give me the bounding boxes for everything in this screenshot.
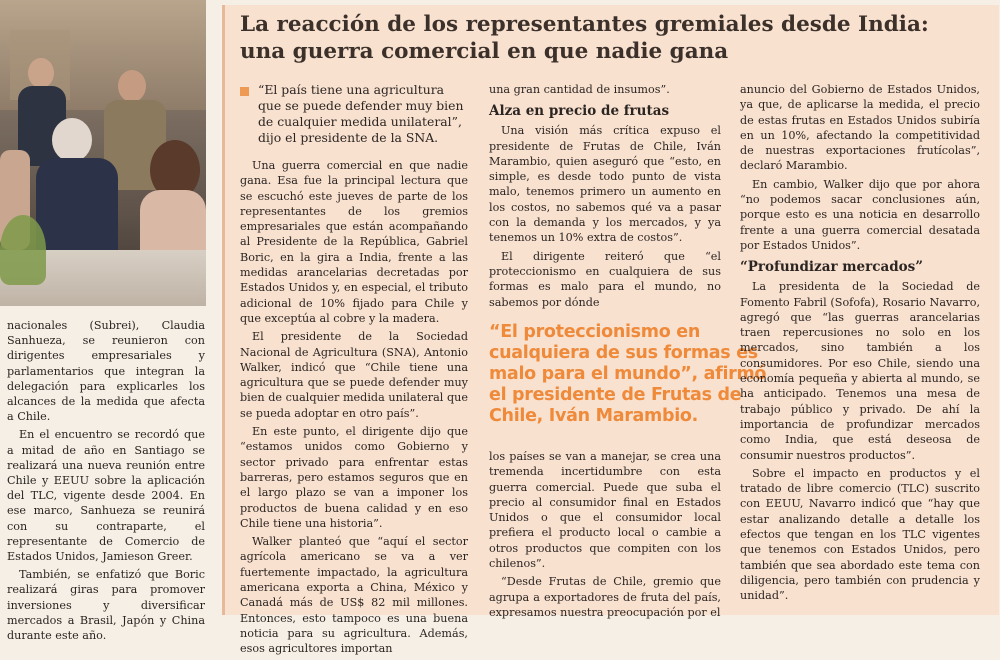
article-column-2 <box>489 82 721 313</box>
left-paragraph: También, se enfatizó que Boric realizará giras para promover inversiones y diversificar mercados a Brasil, Japón y China durante este año. <box>7 568 205 643</box>
meeting-photo <box>0 0 206 306</box>
article-paragraph: La presidenta de la Sociedad de Fomento Fabril (Sofofa), Rosario Navarro, agregó que “las guerras arancelarias traen repercusiones no solo en los mercados, sino también a los consumidores. Por eso Chile, siendo una economía pequeña y abierta al mundo, se ha anticipado. Tenemos una mesa de trabajo público y privado. De ahí la importancia de profundizar mercados como India, que está deseosa de consumir nuestros productos”. <box>740 280 980 462</box>
photo-plant <box>0 215 46 285</box>
article-paragraph: Walker planteó que “aquí el sector agrícola americano se va a ver fuertemente impactado, la agricultura americana exporta a China, México y Canadá más de US$ 82 mil millones. Entonces, esto tampoco es una buena noticia para su agricultura. Además, esos agricultores importan <box>240 535 468 656</box>
article-paragraph: los países se van a manejar, se crea una tremenda incertidumbre con esta guerra comercial. Puede que suba el precio al consumidor final en Estados Unidos o que el consumidor local prefiera el producto local o cambie a otros productos que compiten con los chilenos”. <box>489 450 721 571</box>
photo-person-suit <box>36 158 118 258</box>
article-paragraph: anuncio del Gobierno de Estados Unidos, ya que, de aplicarse la medida, el precio de estas frutas en Estados Unidos subiría en un 10%, afectando la competitividad de nuestras exportaciones frutícolas”, declaró Marambio. <box>740 83 980 173</box>
article-paragraph: “Desde Frutas de Chile, gremio que agrupa a exportadores de fruta del país, expresamos nuestra preocupación por el <box>489 575 721 619</box>
article-column-1 <box>240 158 468 660</box>
article-paragraph: Sobre el impacto en productos y el tratado de libre comercio (TLC) suscrito con EEUU, Navarro indicó que “hay que estar analizando detalle a detalle los efectos que tengan en los TLC vigentes que tenemos con Estados Unidos, pero también que sea abordado este tema con diligencia, pero también con prudencia y unidad”. <box>740 466 980 603</box>
lead-bullet-icon <box>240 87 249 96</box>
article-headline: La reacción de los representantes gremiales desde India: una guerra comercial en que nadie gana <box>240 12 929 64</box>
photo-person-head-white-hair <box>52 118 92 162</box>
article-paragraph: El presidente de la Sociedad Nacional de Agricultura (SNA), Antonio Walker, indicó que “Chile tiene una agricultura que se puede defender muy bien de cualquier medida unilateral que se pueda adoptar en otro país”. <box>240 330 468 420</box>
photo-person-head <box>118 70 146 102</box>
article-paragraph: Una visión más crítica expuso el presidente de Frutas de Chile, Iván Marambio, quien aseguró que “esto, en simple, es desde todo punto de vista malo, tenemos primero un aumento en los costos, no sabemos qué va a pasar con la demanda y los mercados, y ya tenemos un 10% extra de costos”. <box>489 124 721 245</box>
lead-quote: “El país tiene una agricultura que se puede defender muy bien de cualquier medida unilateral”, dijo el presidente de la SNA. <box>258 82 464 145</box>
left-paragraph: En el encuentro se recordó que a mitad de año en Santiago se realizará una nueva reunión entre Chile y EEUU sobre la aplicación del TLC, vigente desde 2004. En ese marco, Sanhueza se reunirá con su contraparte, el representante de Comercio de Estados Unidos, Jamieson Greer. <box>7 428 205 564</box>
article-column-2-bottom <box>489 449 721 623</box>
article-column-3 <box>740 82 980 607</box>
section-heading: Alza en precio de frutas <box>489 103 670 120</box>
article-paragraph: Una guerra comercial en que nadie gana. Esa fue la principal lectura que se escuchó este jueves de parte de los representantes de los gremios empresariales que están acompañando al Presidente de la República, Gabriel Boric, en la gira a India, frente a las medidas arancelarias decretadas por Estados Unidos y, en especial, el tributo adicional de 10% fijado para Chile y que exceptúa al cobre y la madera. <box>240 159 468 325</box>
pull-quote: “El proteccionismo en cualquiera de sus formas es malo para el mundo”, afirmó el presidente de Frutas de Chile, Iván Marambio. <box>489 322 767 426</box>
photo-person-head <box>28 58 54 88</box>
article-paragraph: En cambio, Walker dijo que por ahora “no podemos sacar conclusiones aún, porque esto es una noticia en desarrollo frente a una guerra comercial desatada por Estados Unidos”. <box>740 177 980 252</box>
article-paragraph: una gran cantidad de insumos”. <box>489 83 670 96</box>
article-paragraph: El dirigente reiteró que “el proteccionismo en cualquiera de sus formas es malo para el mundo, no sabemos por dónde <box>489 249 721 309</box>
section-heading: “Profundizar mercados” <box>740 259 924 276</box>
left-column-text <box>7 318 205 646</box>
left-paragraph: nacionales (Subrei), Claudia Sanhueza, se reunieron con dirigentes empresariales y parlamentarios que integran la delegación para explicarles los alcances de la medida que afecta a Chile. <box>7 319 205 424</box>
article-paragraph: En este punto, el dirigente dijo que “estamos unidos como Gobierno y sector privado para enfrentar estas barreras, pero estamos seguros que en el largo plazo se van a imponer los productos de buena calidad y en eso Chile tiene una historia”. <box>240 425 468 530</box>
